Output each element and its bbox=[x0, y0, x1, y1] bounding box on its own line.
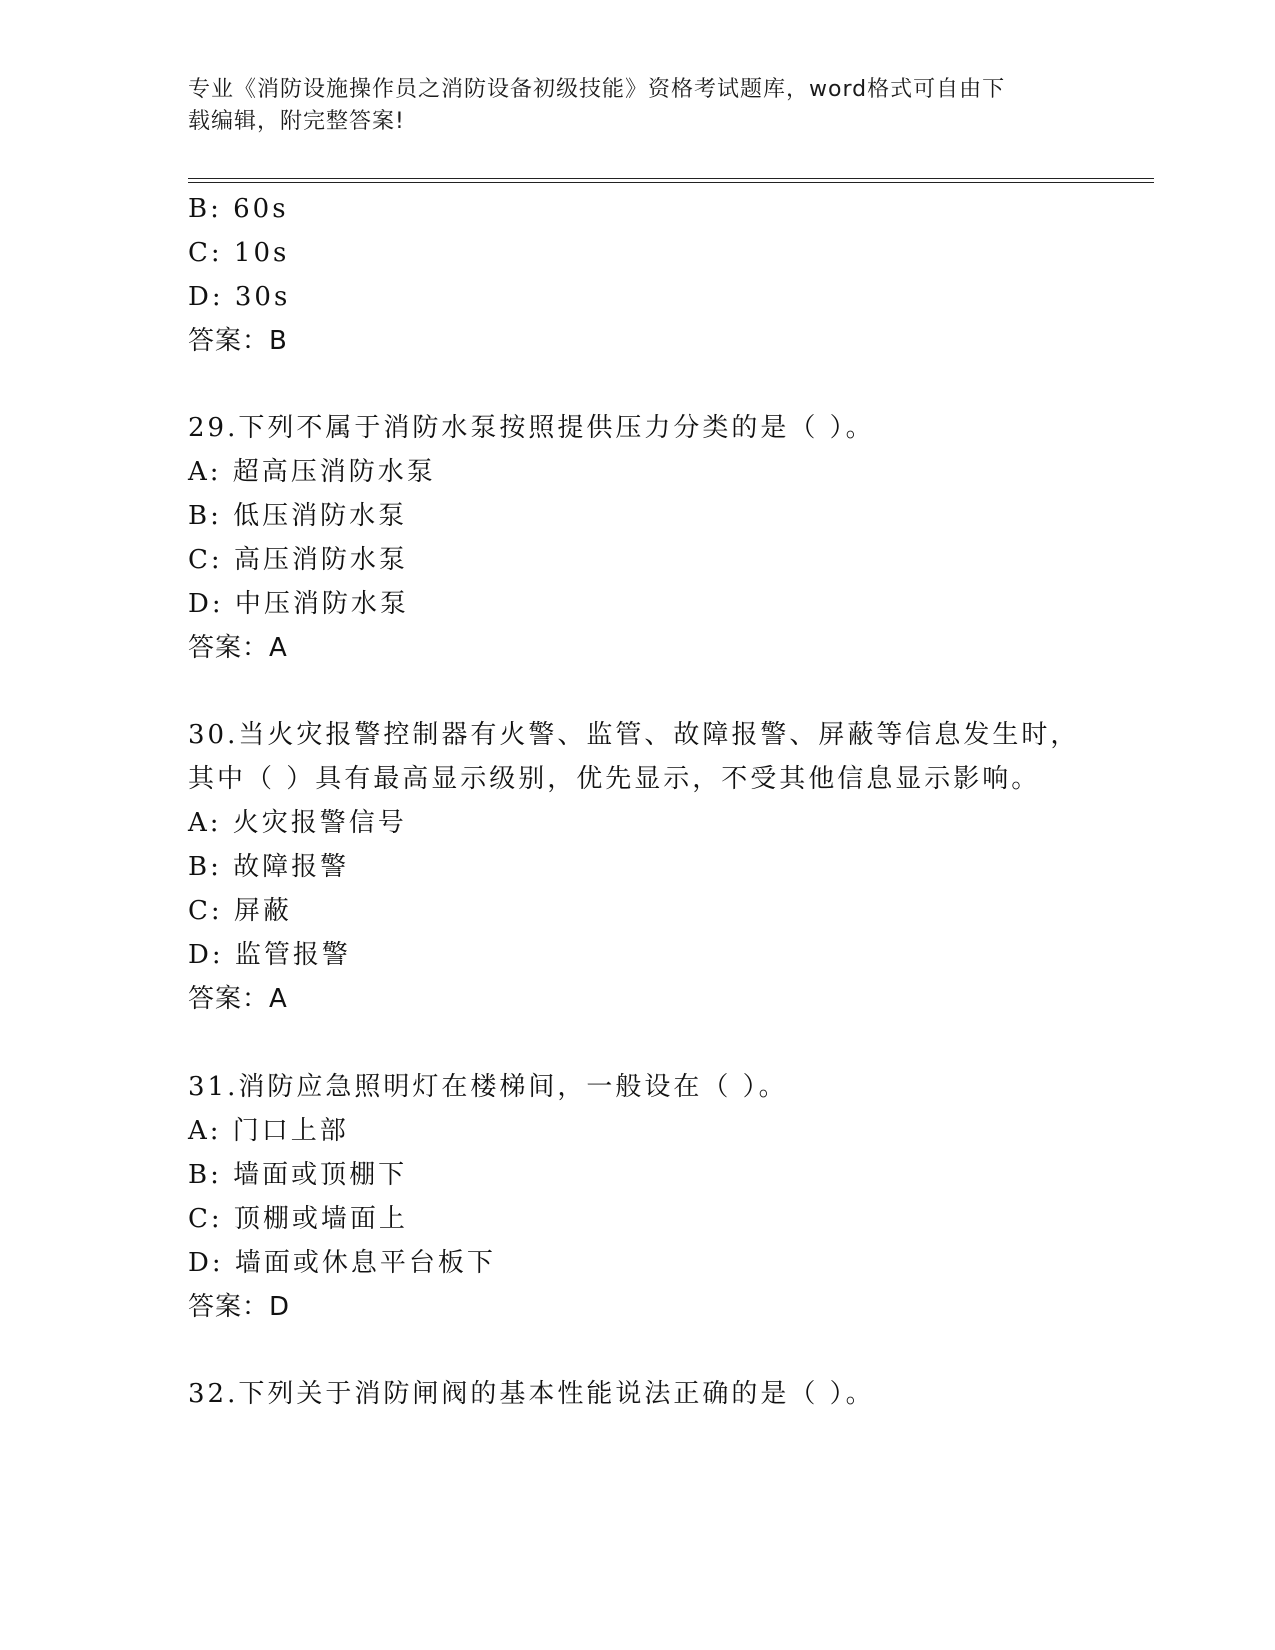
header-line-2: 载编辑，附完整答案! bbox=[188, 109, 405, 134]
header-divider-bottom bbox=[188, 182, 1154, 183]
question-text: 29.下列不属于消防水泵按照提供压力分类的是（ ）。 bbox=[188, 413, 875, 443]
option-b: B: 低压消防水泵 bbox=[188, 501, 408, 531]
answer: 答案：A bbox=[188, 633, 288, 663]
question-text: 31.消防应急照明灯在楼梯间，一般设在（ ）。 bbox=[188, 1072, 788, 1102]
option-b: B: 60s bbox=[188, 194, 289, 224]
option-d: D: 中压消防水泵 bbox=[188, 589, 409, 619]
option-d: D: 30s bbox=[188, 282, 291, 312]
question-text-line-1: 30.当火灾报警控制器有火警、监管、故障报警、屏蔽等信息发生时， bbox=[188, 720, 1080, 750]
answer: 答案：B bbox=[188, 326, 288, 356]
question-text: 32.下列关于消防闸阀的基本性能说法正确的是（ ）。 bbox=[188, 1379, 875, 1409]
option-c: C: 屏蔽 bbox=[188, 896, 292, 926]
option-b: B: 墙面或顶棚下 bbox=[188, 1160, 408, 1190]
option-c: C: 10s bbox=[188, 238, 290, 268]
answer: 答案：D bbox=[188, 1292, 291, 1322]
option-a: A: 超高压消防水泵 bbox=[188, 457, 436, 487]
header-line-1: 专业《消防设施操作员之消防设备初级技能》资格考试题库，word格式可自由下 bbox=[188, 77, 1006, 102]
header-text bbox=[188, 74, 1068, 138]
option-a: A: 火灾报警信号 bbox=[188, 808, 407, 838]
option-c: C: 顶棚或墙面上 bbox=[188, 1204, 408, 1234]
question-text-line-2: 其中（ ）具有最高显示级别，优先显示，不受其他信息显示影响。 bbox=[188, 764, 1041, 794]
answer: 答案：A bbox=[188, 984, 288, 1014]
option-d: D: 墙面或休息平台板下 bbox=[188, 1248, 496, 1278]
option-a: A: 门口上部 bbox=[188, 1116, 349, 1146]
header-divider-top bbox=[188, 178, 1154, 179]
option-c: C: 高压消防水泵 bbox=[188, 545, 408, 575]
option-b: B: 故障报警 bbox=[188, 852, 350, 882]
option-d: D: 监管报警 bbox=[188, 940, 351, 970]
